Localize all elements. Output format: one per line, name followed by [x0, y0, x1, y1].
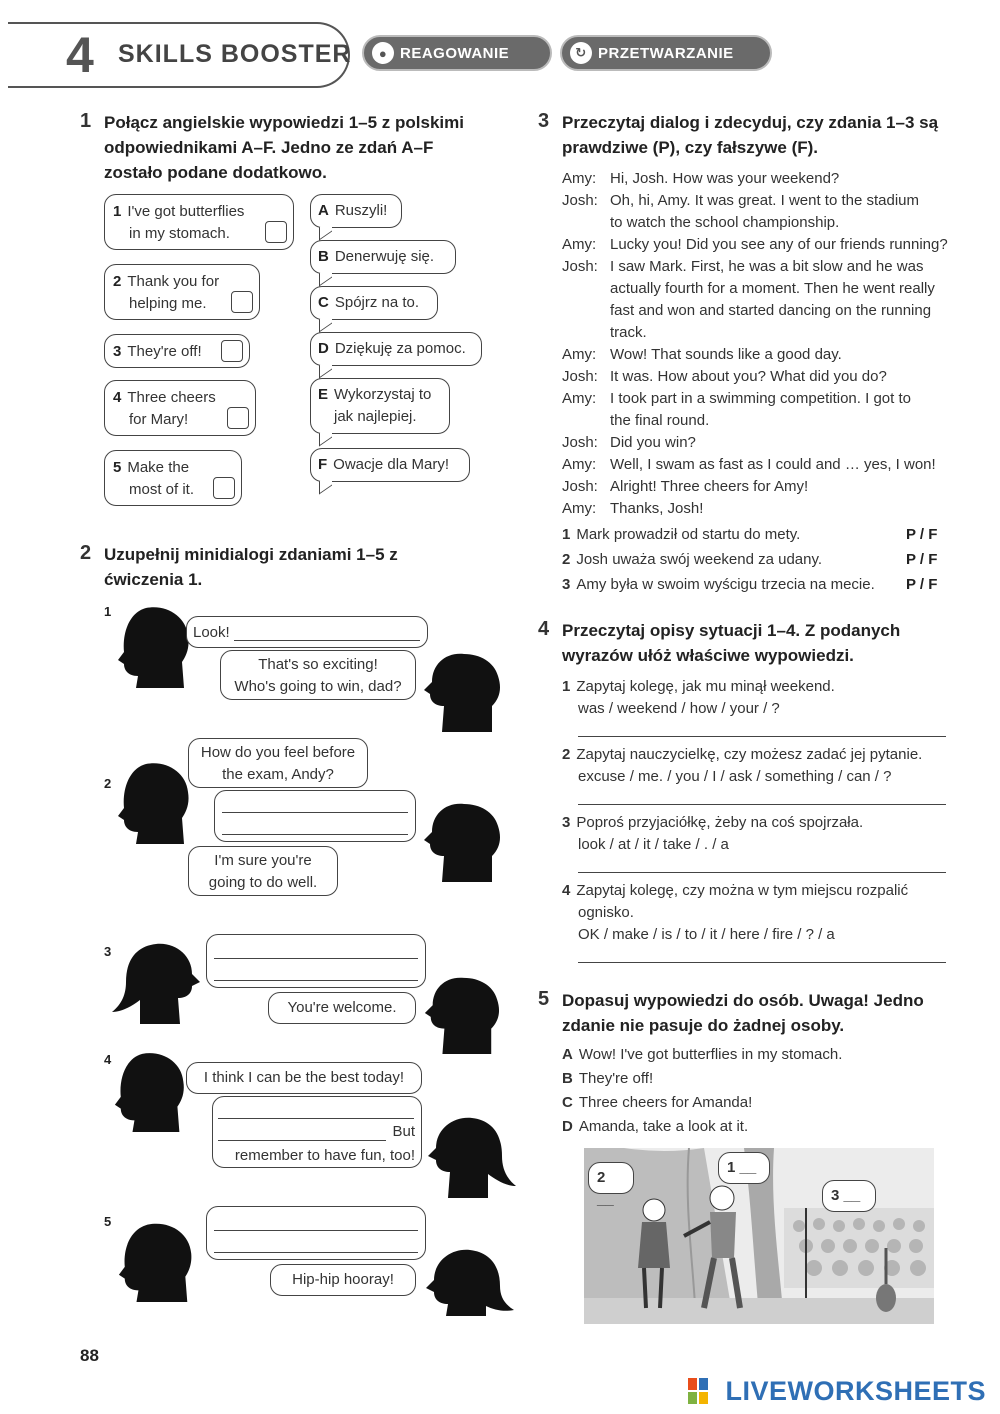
ex1-left-num: 1: [113, 203, 122, 220]
header-title: SKILLS BOOSTER: [118, 40, 352, 68]
dialog4-a-text: I think I can be the best today!: [203, 1069, 405, 1086]
dialog-line: to watch the school championship.: [610, 214, 840, 231]
ex1-left-text2: helping me.: [129, 295, 207, 312]
dialog-text: [610, 234, 950, 256]
dialog-speaker: Josh:: [562, 192, 598, 209]
dialog-turn: [562, 190, 952, 234]
ex1-left-text1: I've got butterflies: [127, 203, 245, 220]
ex1-right-text2: jak najlepiej.: [334, 408, 417, 425]
girl-ponytail-silhouette-icon: [420, 1246, 516, 1316]
dialog-turn: [562, 432, 952, 454]
ex1-left-bubble-5: [104, 450, 242, 506]
ex2-instruction: Uzupełnij minidialogi zdaniami 1–5 z ćwiczenia 1.: [104, 545, 398, 589]
ex5-option-C: [562, 1092, 952, 1114]
dialog4-answer-line-1[interactable]: [218, 1118, 414, 1119]
dialog3-answer-line-2[interactable]: [214, 980, 418, 981]
ex1-left-text1: Three cheers: [127, 389, 216, 406]
dialog2-answer-line-2[interactable]: [222, 834, 408, 835]
ex1-right-bubble-B: [310, 240, 456, 274]
dialog-speaker: Amy:: [562, 500, 597, 517]
dialog-line: Did you win?: [610, 434, 696, 451]
ex1-left-num: 3: [113, 343, 122, 360]
girl-silhouette-icon: [114, 1220, 200, 1304]
task-words: was / weekend / how / your / ?: [578, 700, 780, 717]
dialog-turn: [562, 234, 952, 256]
dialog-text: [610, 476, 950, 498]
dialog-text: [610, 256, 950, 344]
dialog2-a-line1: How do you feel before: [200, 744, 356, 761]
ex4-task-3: [562, 812, 952, 856]
ex1-right-text1: Ruszyli!: [334, 202, 388, 219]
ex1-right-bubble-F: [310, 448, 470, 482]
task-words: excuse / me. / you / I / ask / something / can / ?: [578, 768, 892, 785]
true-false-choice[interactable]: P / F: [906, 526, 938, 543]
dialog-line: Wow! That sounds like a good day.: [610, 346, 842, 363]
dialog2-bubble-a: [188, 738, 368, 788]
dialog5-number: 5: [104, 1214, 112, 1229]
ex4-instruction: Przeczytaj opisy sytuacji 1–4. Z podanych wyrazów ułóż właściwe wypowiedzi.: [562, 621, 901, 665]
ex1-left-text1: They're off!: [127, 343, 202, 360]
statement-text: Mark prowadził od startu do mety.: [576, 526, 801, 543]
dialog-line: Well, I swam as fast as I could and … yes, I won!: [610, 456, 936, 473]
task-text-cont: ognisko.: [578, 904, 634, 921]
statement-number: 1: [562, 526, 571, 543]
statement-row: [562, 526, 952, 543]
przetwarzanie-label: PRZETWARZANIE: [598, 44, 734, 62]
dialog2-answer-line-1[interactable]: [222, 812, 408, 813]
answer-box-2[interactable]: [231, 291, 253, 313]
answer-line-1[interactable]: [578, 736, 946, 737]
task-description: [562, 880, 952, 902]
dialog1-a-text: Look!: [193, 624, 230, 641]
ex1-right-text1: Spójrz na to.: [334, 294, 420, 311]
boy-silhouette-icon: [420, 650, 500, 732]
ex1-right-line1: [318, 384, 442, 406]
task-number: 1: [562, 678, 571, 695]
option-letter: A: [562, 1046, 573, 1063]
answer-box-4[interactable]: [227, 407, 249, 429]
dialog3-answer-line-1[interactable]: [214, 958, 418, 959]
option-text: Wow! I've got butterflies in my stomach.: [578, 1046, 843, 1063]
dialog1-answer-line[interactable]: [234, 640, 420, 641]
dialog-turn: [562, 388, 952, 432]
ex1-left-text1: Make the: [127, 459, 190, 476]
unit-number: 4: [66, 27, 94, 83]
ex1-right-text1: Wykorzystaj to: [334, 386, 432, 403]
dialog-line: fast and won and started dancing on the running: [610, 302, 932, 319]
dialog1-bubble-b: [220, 650, 416, 700]
dialog-speaker: Josh:: [562, 434, 598, 451]
dialog-speaker: Amy:: [562, 346, 597, 363]
picture-label-3[interactable]: 3 __: [822, 1180, 876, 1212]
dialog-text: [610, 432, 950, 454]
dialog2-c-line2: going to do well.: [208, 874, 318, 891]
answer-line-4[interactable]: [578, 962, 946, 963]
dialog-speaker: Amy:: [562, 170, 597, 187]
speech-bubbles-icon: ●: [372, 42, 394, 64]
option-text: Amanda, take a look at it.: [578, 1118, 749, 1135]
girl-ponytail-silhouette-icon: [110, 940, 206, 1026]
ex5-option-D: [562, 1116, 952, 1138]
ex5-option-B: [562, 1068, 952, 1090]
dialog-line: It was. How about you? What did you do?: [610, 368, 887, 385]
ex1-right-text1: Denerwuję się.: [334, 248, 435, 265]
ex1-right-letter: C: [318, 294, 329, 311]
ex1-left-bubble-4: [104, 380, 256, 436]
ex1-left-line1: [113, 387, 247, 409]
task-description: [562, 744, 952, 766]
man-silhouette-icon: [112, 1050, 194, 1134]
dialog-speaker: Josh:: [562, 258, 598, 275]
answer-line-2[interactable]: [578, 804, 946, 805]
true-false-choice[interactable]: P / F: [906, 576, 938, 593]
ex1-right-line1: [318, 454, 462, 476]
dialog1-b-line1: That's so exciting!: [258, 656, 378, 673]
ex1-left-num: 5: [113, 459, 122, 476]
dialog-line: Oh, hi, Amy. It was great. I went to the stadium: [610, 192, 920, 209]
dialog-turn: [562, 168, 952, 190]
ex1-right-line1: [318, 338, 474, 360]
dialog-line: the final round.: [610, 412, 710, 429]
ex1-left-bubble-1: [104, 194, 294, 250]
ex1-right-letter: E: [318, 386, 329, 403]
dialog2-a-line2: the exam, Andy?: [222, 766, 334, 783]
ex1-right-text1: Dziękuję za pomoc.: [334, 340, 466, 357]
ex1-left-text2: for Mary!: [129, 411, 189, 428]
task-words: look / at / it / take / . / a: [578, 836, 729, 853]
statement-row: [562, 551, 952, 568]
ex5-number: 5: [538, 988, 550, 1010]
ex1-right-line1: [318, 246, 448, 268]
liveworksheets-footer: LIVEWORKSHEETS: [725, 1376, 986, 1406]
dialog-turn: [562, 256, 952, 344]
dialog-text: [610, 344, 950, 366]
ex1-right-letter: A: [318, 202, 329, 219]
dialog4-answer-line-2[interactable]: [218, 1140, 386, 1141]
dialog-turn: [562, 344, 952, 366]
ex3-number: 3: [538, 110, 550, 132]
dialog-line: Thanks, Josh!: [610, 500, 704, 517]
ex1-left-text1: Thank you for: [127, 273, 220, 290]
dialog-line: I took part in a swimming competition. I got to: [610, 390, 911, 407]
task-number: 4: [562, 882, 571, 899]
ex4-number: 4: [538, 618, 550, 640]
dialog-text: [610, 168, 950, 190]
ex1-number: 1: [80, 110, 92, 132]
answer-box-1[interactable]: [265, 221, 287, 243]
dialog3-bubble-b: [268, 992, 416, 1024]
ex1-left-num: 2: [113, 273, 122, 290]
przetwarzanie-pill: [560, 35, 772, 71]
reagowanie-label: REAGOWANIE: [400, 44, 510, 62]
ex1-right-line1: [318, 292, 430, 314]
option-letter: D: [562, 1118, 573, 1135]
dialog-speaker: Amy:: [562, 456, 597, 473]
option-text: They're off!: [578, 1070, 654, 1087]
page-number: 88: [80, 1346, 99, 1365]
ex1-left-num: 4: [113, 389, 122, 406]
dialog-line: track.: [610, 324, 647, 341]
ex4-task-2: [562, 744, 952, 788]
task-text: Poproś przyjaciółkę, żeby na coś spojrzała.: [576, 814, 864, 831]
dialog-speaker: Josh:: [562, 368, 598, 385]
dialog-turn: [562, 498, 952, 520]
dialog-turn: [562, 476, 952, 498]
dialog-line: Alright! Three cheers for Amy!: [610, 478, 809, 495]
dialog-text: [610, 366, 950, 388]
boy-silhouette-icon: [420, 974, 500, 1054]
dialog-line: I saw Mark. First, he was a bit slow and he was: [610, 258, 924, 275]
task-number: 2: [562, 746, 571, 763]
task-number: 3: [562, 814, 571, 831]
dialog1-bubble-a: [186, 616, 428, 648]
dialog4-bubble-a: [186, 1062, 422, 1094]
task-text: Zapytaj kolegę, czy można w tym miejscu rozpalić: [576, 882, 909, 899]
ex1-left-line1: [113, 457, 233, 479]
dialog2-c-line1: I'm sure you're: [214, 852, 312, 869]
man-silhouette-icon: [116, 604, 198, 690]
task-words: OK / make / is / to / it / here / fire / ? / a: [578, 926, 835, 943]
ex1-right-text1: Owacje dla Mary!: [333, 456, 450, 473]
ex1-left-text2: in my stomach.: [129, 225, 230, 242]
option-letter: B: [562, 1070, 573, 1087]
ex4-task-4: [562, 880, 952, 946]
task-description: [562, 812, 952, 834]
ex1-right-bubble-E: [310, 378, 450, 434]
dialog-text: [610, 498, 950, 520]
statement-text: Josh uważa swój weekend za udany.: [576, 551, 823, 568]
dialog5-b-text: Hip-hip hooray!: [292, 1271, 394, 1288]
reagowanie-pill: [362, 35, 552, 71]
statement-number: 3: [562, 576, 571, 593]
man-silhouette-icon: [116, 760, 198, 846]
dialog3-b-text: You're welcome.: [287, 999, 397, 1016]
answer-box-3[interactable]: [221, 340, 243, 362]
girl-ponytail-silhouette-icon: [422, 1114, 518, 1200]
dialog-line: Hi, Josh. How was your weekend?: [610, 170, 840, 187]
cycle-arrows-icon: ↻: [570, 42, 592, 64]
statement-number: 2: [562, 551, 571, 568]
liveworksheets-logo-icon: [688, 1378, 708, 1404]
statement-text: Amy była w swoim wyścigu trzecia na mecie.: [576, 576, 875, 593]
dialog5-answer-line-1[interactable]: [214, 1230, 418, 1231]
dialog2-number: 2: [104, 776, 112, 791]
true-false-choice[interactable]: P / F: [906, 551, 938, 568]
ex1-left-bubble-2: [104, 264, 260, 320]
option-letter: C: [562, 1094, 573, 1111]
ex1-right-bubble-D: [310, 332, 482, 366]
dialog-text: [610, 388, 950, 432]
task-text: Zapytaj nauczycielkę, czy możesz zadać jej pytanie.: [576, 746, 923, 763]
dialog2-bubble-c: [188, 846, 338, 896]
ex1-right-bubble-A: [310, 194, 402, 228]
statement-row: [562, 576, 952, 593]
dialog-turn: [562, 366, 952, 388]
dialog-turn: [562, 454, 952, 476]
dialog1-number: 1: [104, 604, 112, 619]
dialog1-b-line2: Who's going to win, dad?: [234, 678, 402, 695]
answer-line-3[interactable]: [578, 872, 946, 873]
dialog5-bubble-b: [270, 1264, 416, 1296]
dialog-text: [610, 454, 950, 476]
ex1-left-bubble-3: [104, 334, 250, 368]
ex1-left-line1: [113, 271, 251, 293]
ex1-right-line1: [318, 200, 394, 222]
ex1-right-letter: F: [318, 456, 328, 473]
ex3-instruction: Przeczytaj dialog i zdecyduj, czy zdania 1–3 są prawdziwe (P), czy fałszywe (F).: [562, 113, 939, 157]
task-description: [562, 676, 952, 698]
ex1-left-text2: most of it.: [129, 481, 195, 498]
ex4-task-1: [562, 676, 952, 720]
boy-silhouette-icon: [420, 800, 500, 882]
dialog-text: [610, 190, 950, 234]
ex2-number: 2: [80, 542, 92, 564]
dialog-speaker: Amy:: [562, 390, 597, 407]
answer-box-5[interactable]: [213, 477, 235, 499]
dialog-line: actually fourth for a moment. Then he went really: [610, 280, 935, 297]
ex1-left-line1: [113, 201, 285, 223]
dialog-line: Lucky you! Did you see any of our friends running?: [610, 236, 948, 253]
dialog4-b-line1: But: [392, 1123, 415, 1140]
picture-label-1[interactable]: 1 __: [718, 1152, 770, 1184]
ex5-option-A: [562, 1044, 952, 1066]
ex5-instruction: Dopasuj wypowiedzi do osób. Uwaga! Jedno zdanie nie pasuje do żadnej osoby.: [562, 991, 924, 1035]
ex1-instruction: Połącz angielskie wypowiedzi 1–5 z polskimi odpowiednikami A–F. Jedno ze zdań A–F zostało podane dodatkowo.: [104, 113, 464, 182]
picture-label-2[interactable]: 2 __: [588, 1162, 634, 1194]
dialog4-number: 4: [104, 1052, 112, 1067]
task-text: Zapytaj kolegę, jak mu minął weekend.: [576, 678, 835, 695]
dialog4-b-line2: remember to have fun, too!: [234, 1147, 415, 1164]
dialog4-bubble-b: [212, 1096, 422, 1168]
dialog3-number: 3: [104, 944, 112, 959]
dialog5-answer-line-2[interactable]: [214, 1252, 418, 1253]
option-text: Three cheers for Amanda!: [578, 1094, 753, 1111]
ex1-right-letter: D: [318, 340, 329, 357]
ex1-right-bubble-C: [310, 286, 438, 320]
ex1-right-letter: B: [318, 248, 329, 265]
dialog-speaker: Josh:: [562, 478, 598, 495]
dialog-speaker: Amy:: [562, 236, 597, 253]
